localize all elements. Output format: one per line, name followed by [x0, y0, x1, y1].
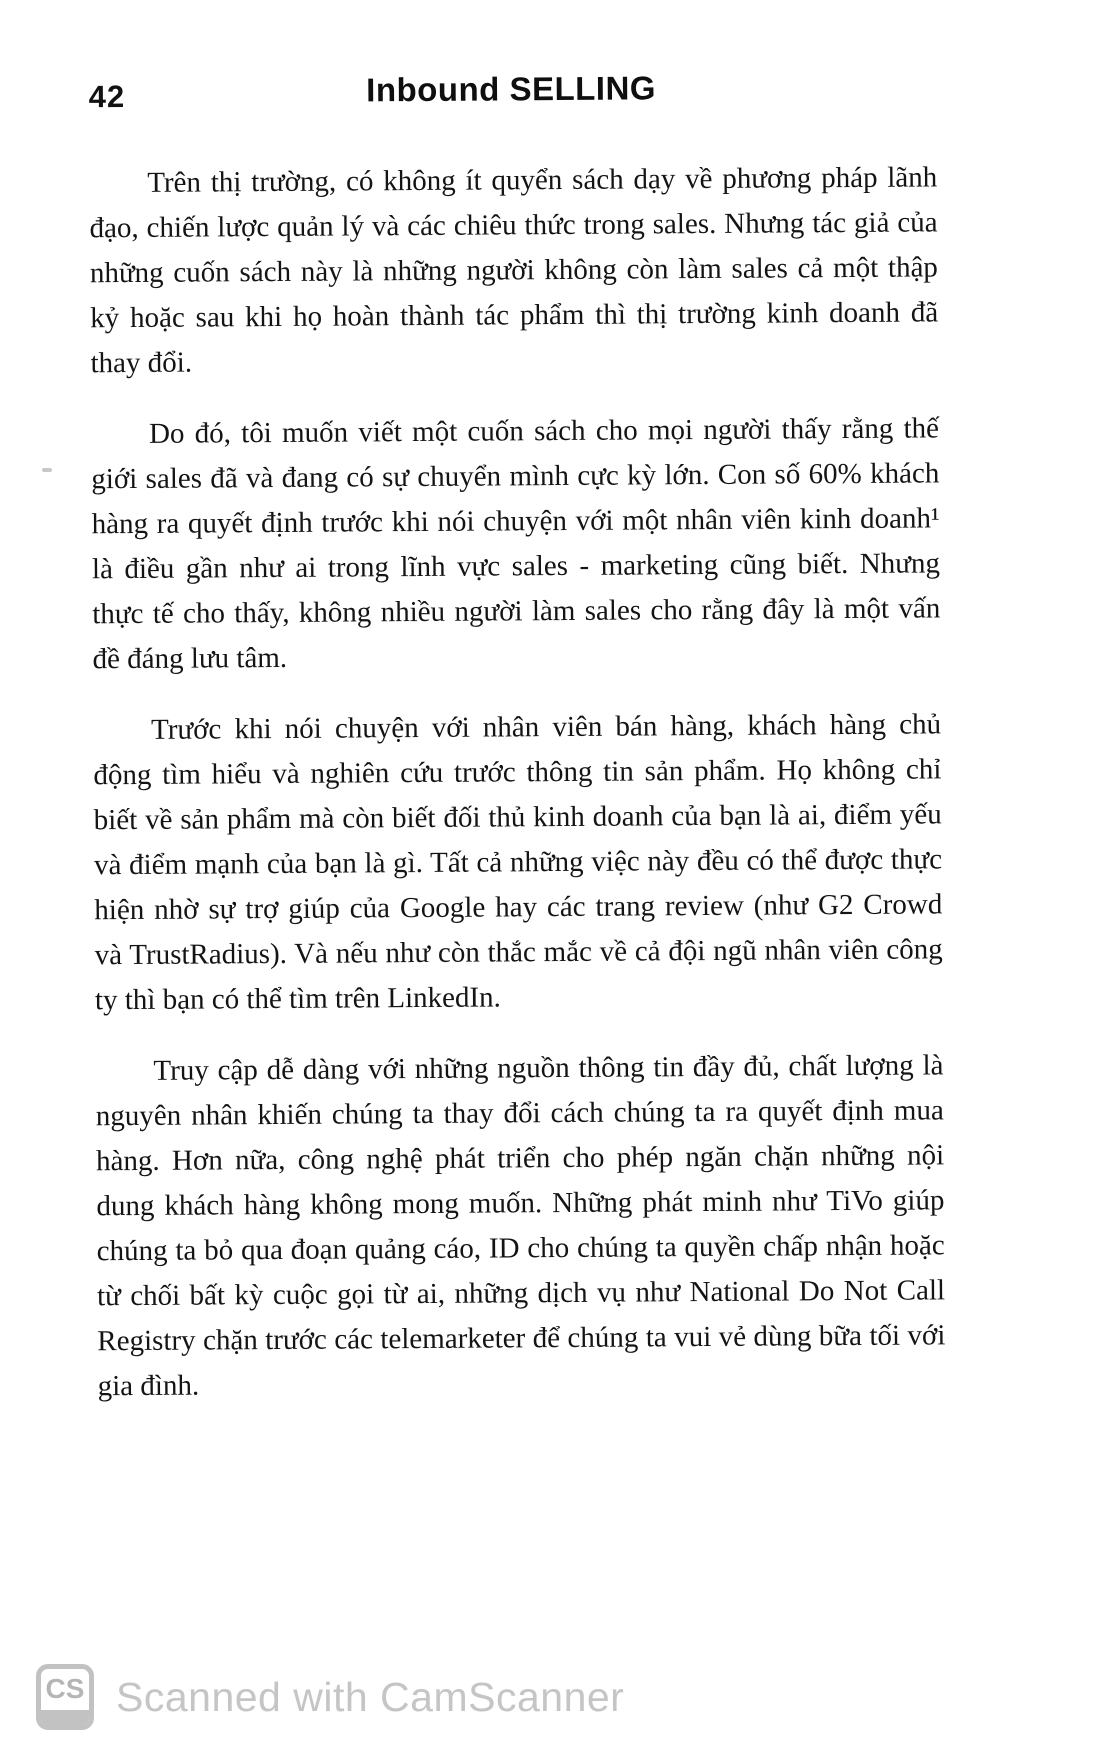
paragraph: Do đó, tôi muốn viết một cuốn sách cho mọi người thấy rằng thế giới sales đã và đang có sự chuyển mình cực kỳ lớn. Con số 60% khách hàng ra quyết định trước khi nói chuyện với một nhân viên kinh doanh¹ là điều gần như ai trong lĩnh vực sales - marketing cũng biết. Nhưng thực tế cho thấy, không nhiều người làm sales cho rằng đây là một vấn đề đáng lưu tâm. [91, 412, 941, 676]
watermark-label: Scanned with CamScanner [116, 1673, 625, 1720]
scan-artifact [42, 468, 52, 472]
paragraph: Trước khi nói chuyện với nhân viên bán hàng, khách hàng chủ động tìm hiểu và nghiên cứu trước thông tin sản phẩm. Họ không chỉ biết về sản phẩm mà còn biết đối thủ kinh doanh của bạn là ai, điểm yếu và điểm mạnh của bạn là gì. Tất cả những việc này đều có thể được thực hiện nhờ sự trợ giúp của Google hay các trang review (như G2 Crowd và TrustRadius). Và nếu như còn thắc mắc về cả đội ngũ nhân viên công ty thì bạn có thể tìm trên LinkedIn. [93, 708, 943, 1017]
page-header [89, 67, 934, 119]
paragraph: Truy cập dễ dàng với những nguồn thông tin đầy đủ, chất lượng là nguyên nhân khiến chúng ta thay đổi cách chúng ta ra quyết định mua hàng. Hơn nữa, công nghệ phát triển cho phép ngăn chặn những nội dung khách hàng không mong muốn. Những phát minh như TiVo giúp chúng ta bỏ qua đoạn quảng cáo, ID cho chúng ta quyền chấp nhận hoặc từ chối bất kỳ cuộc gọi từ ai, những dịch vụ như National Do Not Call Registry chặn trước các telemarketer để chúng ta vui vẻ dùng bữa tối với gia đình. [95, 1049, 946, 1403]
camscanner-logo-text: CS [45, 1673, 85, 1704]
camscanner-watermark [36, 1664, 624, 1730]
paragraph: Trên thị trường, có không ít quyển sách dạy về phương pháp lãnh đạo, chiến lược quản lý và các chiêu thức trong sales. Nhưng tác giả của những cuốn sách này là những người không còn làm sales cả một thập kỷ hoặc sau khi họ hoàn thành tác phẩm thì thị trường kinh doanh đã thay đổi. [89, 161, 939, 380]
book-title: Inbound SELLING [366, 69, 657, 109]
page-body [89, 155, 946, 1435]
camscanner-logo-icon [36, 1664, 94, 1730]
camscanner-logo-band [41, 1710, 89, 1725]
page-number: 42 [88, 79, 126, 115]
